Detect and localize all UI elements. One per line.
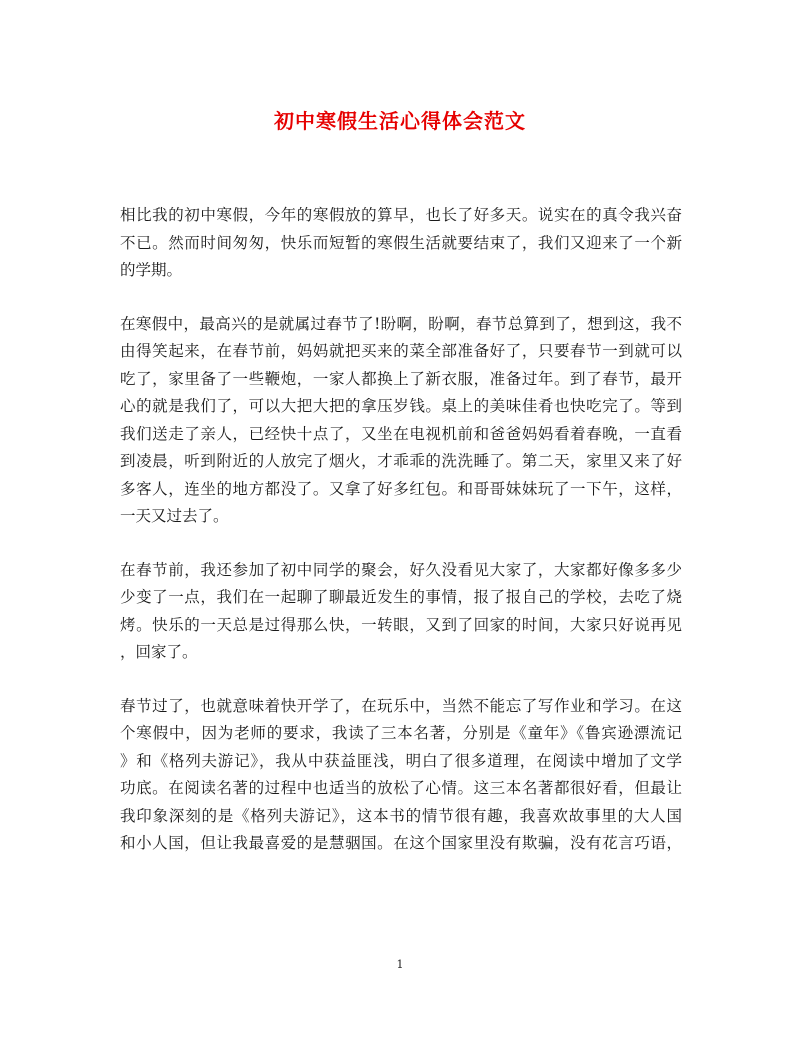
paragraph-2 (120, 311, 682, 531)
text-line: 个寒假中，因为老师的要求，我读了三本名著，分别是《童年》《鲁宾逊漂流记 (120, 724, 682, 742)
text-line: 春节过了，也就意味着快开学了，在玩乐中，当然不能忘了写作业和学习。在这 (120, 696, 682, 715)
document-body (120, 202, 682, 884)
paragraph-4 (120, 693, 682, 858)
text-line: 烤。快乐的一天总是过得那么快，一转眼，又到了回家的时间，大家只好说再见 (120, 615, 682, 634)
text-line: 在寒假中，最高兴的是就属过春节了!盼啊，盼啊，春节总算到了，想到这，我不 (120, 314, 682, 333)
text-line: 的学期。 (120, 261, 183, 279)
text-line: 我印象深刻的是《格列夫游记》，这本书的情节很有趣，我喜欢故事里的大人国 (120, 806, 682, 825)
paragraph-3 (120, 557, 682, 667)
text-line: 由得笑起来，在春节前，妈妈就把买来的菜全部准备好了，只要春节一到就可以 (120, 342, 682, 360)
text-line: 在春节前，我还参加了初中同学的聚会，好久没看见大家了，大家都好像多多少 (120, 560, 682, 579)
text-line: 和小人国，但让我最喜爱的是慧骃国。在这个国家里没有欺骗，没有花言巧语， (120, 834, 682, 852)
text-line: 一天又过去了。 (120, 507, 229, 525)
text-line: 吃了，家里备了一些鞭炮，一家人都换上了新衣服，准备过年。到了春节，最开 (120, 369, 682, 388)
paragraph-1 (120, 202, 682, 285)
text-line: 心的就是我们了，可以大把大把的拿压岁钱。桌上的美味佳肴也快吃完了。等到 (120, 397, 682, 415)
text-line: 少变了一点，我们在一起聊了聊最近发生的事情，报了报自己的学校，去吃了烧 (120, 588, 682, 606)
text-line: ，回家了。 (120, 643, 198, 661)
text-line: 功底。在阅读名著的过程中也适当的放松了心情。这三本名著都很好看，但最让 (120, 779, 682, 797)
document-title: 初中寒假生活心得体会范文 (274, 109, 526, 133)
text-line: 不已。然而时间匆匆，快乐而短暂的寒假生活就要结束了，我们又迎来了一个新 (120, 233, 682, 252)
text-line: 多客人，连坐的地方都没了。又拿了好多红包。和哥哥妹妹玩了一下午，这样， (120, 479, 682, 498)
text-line: 到凌晨，听到附近的人放完了烟火，才乖乖的洗洗睡了。第二天，家里又来了好 (120, 452, 682, 470)
text-line: 》和《格列夫游记》，我从中获益匪浅，明白了很多道理，在阅读中增加了文学 (120, 751, 682, 770)
text-line: 相比我的初中寒假，今年的寒假放的算早，也长了好多天。说实在的真令我兴奋 (120, 206, 682, 224)
page-number: 1 (396, 958, 404, 971)
text-line: 我们送走了亲人，已经快十点了，又坐在电视机前和爸爸妈妈看着春晚，一直看 (120, 424, 682, 443)
